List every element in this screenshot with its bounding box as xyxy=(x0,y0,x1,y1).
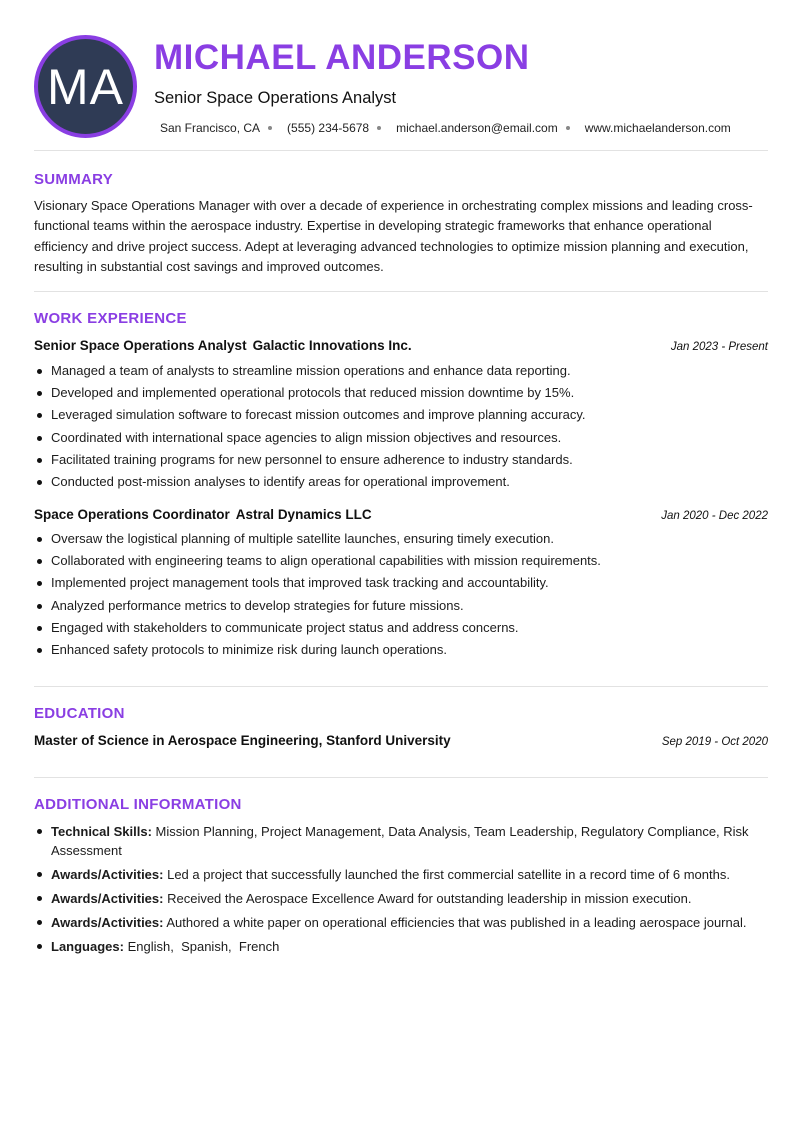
education-degree: Master of Science in Aerospace Engineering, Stanford University xyxy=(34,733,451,748)
list-item xyxy=(34,913,768,932)
contact-website[interactable]: www.michaelanderson.com xyxy=(584,121,731,135)
additional-info-list xyxy=(34,822,768,961)
resume-page xyxy=(34,0,768,954)
list-item: Oversaw the logistical planning of multiple satellite launches, ensuring timely execution. xyxy=(34,528,768,550)
contact-location: San Francisco, CA xyxy=(160,121,261,135)
divider xyxy=(34,291,768,292)
job-title xyxy=(34,338,412,353)
item-label: Awards/Activities: xyxy=(51,867,164,882)
resume-header xyxy=(34,0,768,150)
divider xyxy=(34,150,768,151)
divider xyxy=(34,686,768,687)
work-experience-heading: WORK EXPERIENCE xyxy=(34,310,187,327)
list-item: Managed a team of analysts to streamline mission operations and enhance data reporting. xyxy=(34,360,768,382)
additional-info-heading: ADDITIONAL INFORMATION xyxy=(34,796,242,813)
list-item xyxy=(34,937,768,956)
list-item: Facilitated training programs for new personnel to ensure adherence to industry standards. xyxy=(34,449,768,471)
contact-phone[interactable]: (555) 234-5678 xyxy=(287,121,370,135)
job-company: Galactic Innovations Inc. xyxy=(252,338,412,353)
item-text: Authored a white paper on operational efficiencies that was published in a leading aerospace journal. xyxy=(166,915,747,930)
item-text: Received the Aerospace Excellence Award for outstanding leadership in mission execution. xyxy=(167,891,692,906)
list-item xyxy=(34,889,768,908)
separator-dot-icon xyxy=(566,126,570,130)
job-company: Astral Dynamics LLC xyxy=(235,507,372,522)
separator-dot-icon xyxy=(377,126,381,130)
list-item: Leveraged simulation software to forecast mission outcomes and improve planning accuracy. xyxy=(34,404,768,426)
avatar: MA xyxy=(34,35,137,138)
divider xyxy=(34,777,768,778)
list-item: Coordinated with international space agencies to align mission objectives and resources. xyxy=(34,427,768,449)
item-label: Awards/Activities: xyxy=(51,915,164,930)
job-position: Space Operations Coordinator xyxy=(34,507,230,522)
candidate-name: MICHAEL ANDERSON xyxy=(154,38,530,77)
job-bullet-list xyxy=(34,360,768,493)
list-item xyxy=(34,865,768,884)
list-item: Conducted post-mission analyses to identify areas for operational improvement. xyxy=(34,471,768,493)
list-item: Developed and implemented operational protocols that reduced mission downtime by 15%. xyxy=(34,382,768,404)
item-label: Technical Skills: xyxy=(51,824,152,839)
list-item: Implemented project management tools that improved task tracking and accountability. xyxy=(34,572,768,594)
job-bullet-list xyxy=(34,528,768,661)
job-dates: Jan 2023 - Present xyxy=(670,341,768,353)
list-item: Enhanced safety protocols to minimize risk during launch operations. xyxy=(34,639,768,661)
item-label: Languages: xyxy=(51,939,124,954)
list-item: Collaborated with engineering teams to align operational capabilities with mission requirements. xyxy=(34,550,768,572)
list-item: Engaged with stakeholders to communicate project status and address concerns. xyxy=(34,617,768,639)
contact-line xyxy=(160,121,731,135)
summary-heading: SUMMARY xyxy=(34,171,114,188)
education-heading: EDUCATION xyxy=(34,705,125,722)
item-text: Led a project that successfully launched the first commercial satellite in a record time of 6 months. xyxy=(167,867,730,882)
item-label: Awards/Activities: xyxy=(51,891,164,906)
job-dates: Jan 2020 - Dec 2022 xyxy=(661,510,768,522)
job-title xyxy=(34,507,372,522)
job-position: Senior Space Operations Analyst xyxy=(34,338,247,353)
list-item xyxy=(34,822,768,860)
list-item: Analyzed performance metrics to develop strategies for future missions. xyxy=(34,595,768,617)
separator-dot-icon xyxy=(268,126,272,130)
education-dates: Sep 2019 - Oct 2020 xyxy=(661,736,768,748)
contact-email[interactable]: michael.anderson@email.com xyxy=(396,121,558,135)
item-text: Mission Planning, Project Management, Data Analysis, Team Leadership, Regulatory Compliance, Risk Assessment xyxy=(51,824,749,858)
summary-text: Visionary Space Operations Manager with over a decade of experience in orchestrating complex missions and leading cross-functional teams within the aerospace industry. Expertise in developing strategic frameworks that enhance operational efficiency and drive project success. Adept at leveraging advanced technologies to optimize mission planning and execution, resulting in substantial cost savings and improved outcomes. xyxy=(34,198,753,274)
candidate-role: Senior Space Operations Analyst xyxy=(154,89,397,107)
item-text: English, Spanish, French xyxy=(127,939,280,954)
